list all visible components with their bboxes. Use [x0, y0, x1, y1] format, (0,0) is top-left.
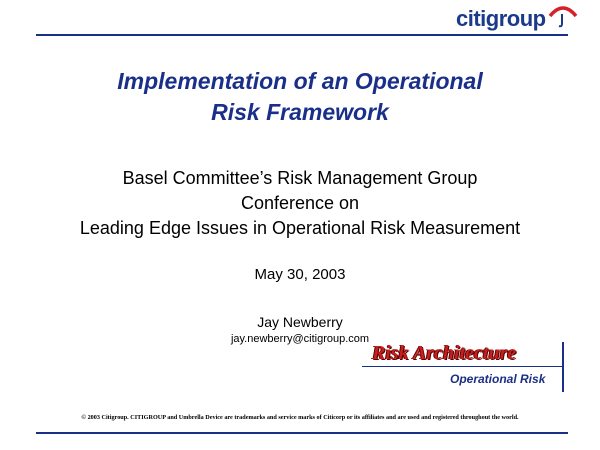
logo-wordmark: citigroup: [456, 6, 546, 31]
risk-architecture-rule: [362, 366, 564, 367]
risk-architecture-logo: Risk Architecture: [372, 342, 517, 364]
operational-risk-label: Operational Risk: [450, 372, 546, 386]
slide-title: [0, 66, 600, 128]
presentation-date: May 30, 2003: [254, 266, 346, 283]
title-line-2: Risk Framework: [211, 99, 389, 125]
top-divider: [36, 34, 568, 36]
author-email: jay.newberry@citigroup.com: [230, 333, 370, 345]
author-name: Jay Newberry: [257, 314, 343, 330]
risk-architecture-vertical-rule: [562, 342, 564, 392]
title-line-1: Implementation of an Operational: [117, 68, 483, 94]
slide-subtitle: [0, 166, 600, 241]
bottom-divider: [36, 432, 568, 434]
copyright-notice: © 2003 Citigroup. CITIGROUP and Umbrella Device are trademarks and service marks of Citicorp or its affiliates and are used and registered throughout the world.: [81, 414, 519, 421]
citigroup-logo: [456, 4, 576, 34]
subtitle-line-2: Conference on: [240, 193, 360, 213]
umbrella-arc-icon: [548, 2, 578, 28]
subtitle-line-3: Leading Edge Issues in Operational Risk Measurement: [79, 218, 521, 238]
subtitle-line-1: Basel Committee’s Risk Management Group: [122, 168, 478, 188]
